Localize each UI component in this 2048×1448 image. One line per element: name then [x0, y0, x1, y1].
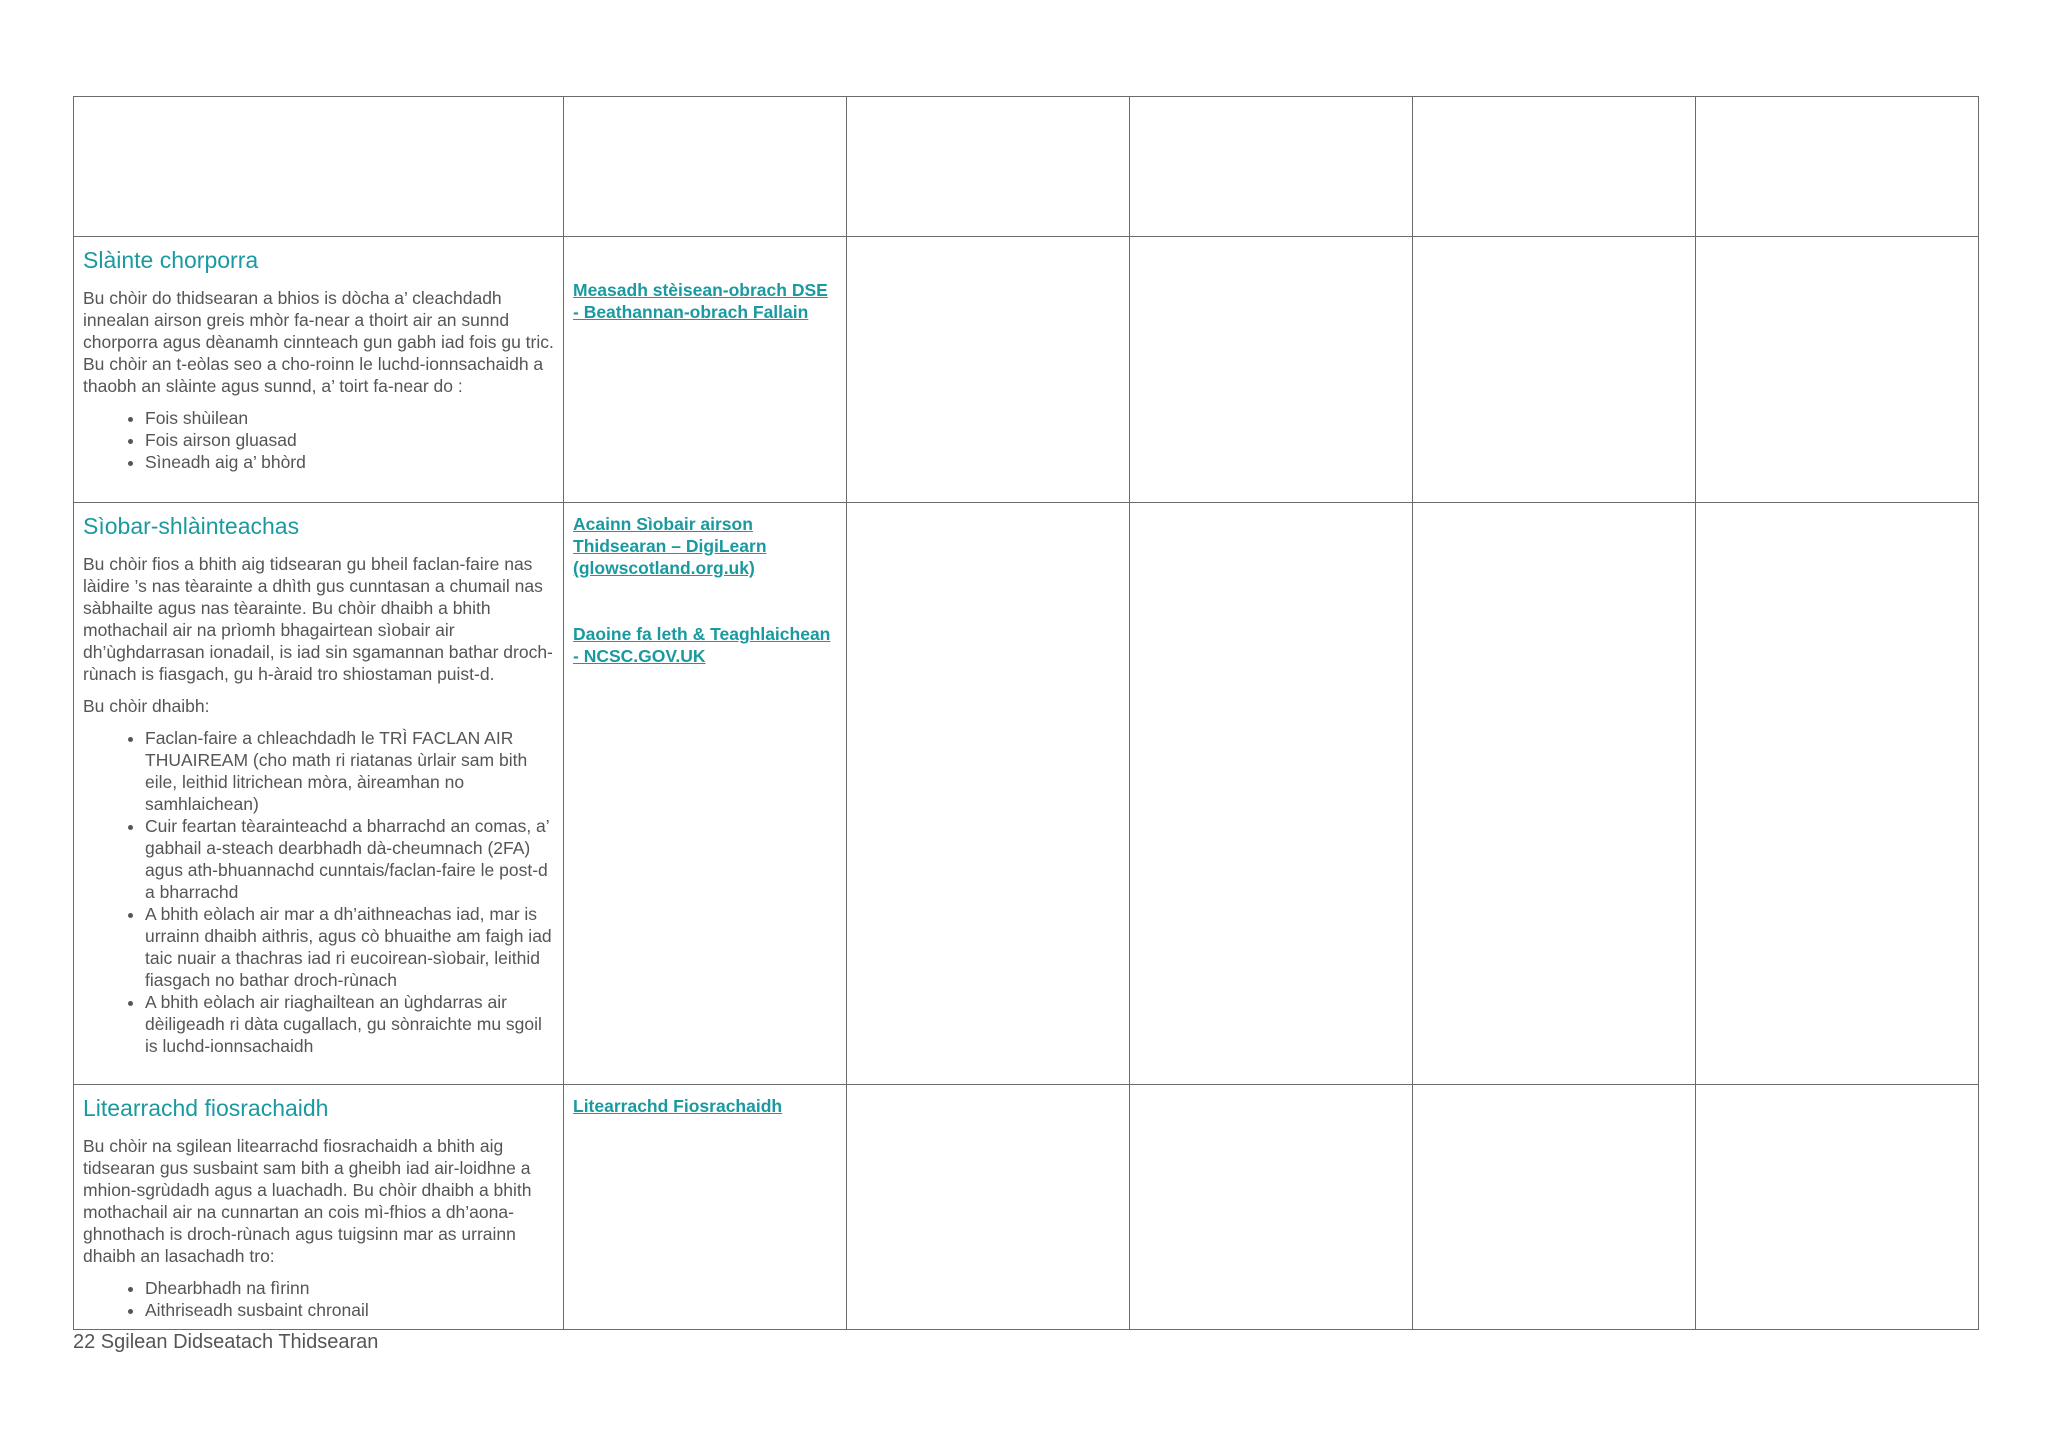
empty-cell	[74, 97, 564, 237]
list-item: • Fois airson gluasad	[145, 429, 554, 451]
section-paragraph: Bu chòir dhaibh:	[83, 696, 210, 717]
skills-table	[73, 96, 1979, 1330]
list-item: • Cuir feartan tèarainteachd a bharrachd an comas, a’ gabhail a-steach dearbhadh dà-cheumnach (2FA) agus ath-bhuannachd cunntais/faclan-faire le post-d a bharrachd	[145, 815, 554, 903]
page-footer: 22 Sgilean Didseatach Thidsearan	[73, 1331, 379, 1353]
link-cyber-toolkit[interactable]: Acainn Sìobair airson Thidsearan – DigiLearn (glowscotland.org.uk)	[573, 514, 767, 578]
list-item: • A bhith eòlach air riaghailtean an ùghdarras air dèiligeadh ri dàta cugallach, gu sònraichte mu sgoil is luchd-ionnsachaidh	[145, 991, 554, 1057]
empty-cell	[1696, 503, 1979, 1085]
empty-cell	[847, 237, 1130, 503]
empty-cell	[847, 503, 1130, 1085]
section-paragraph: Bu chòir na sgilean litearrachd fiosrachaidh a bhith aig tidsearan gus susbaint sam bith a gheibh iad air-loidhne a mhion-sgrùdadh agus a luachadh. Bu chòir dhaibh a bhith mothachail air na cunnartan an cois mì-fhios a dh’aona-ghnothach is droch-rùnach agus tuigsinn mar as urrainn dhaibh an lasachadh tro:	[83, 1136, 532, 1267]
list-item: • Fois shùilean	[145, 407, 554, 429]
section-cell	[74, 237, 564, 503]
empty-cell	[847, 97, 1130, 237]
list-item: • Sìneadh aig a’ bhòrd	[145, 451, 554, 473]
section-paragraph: Bu chòir fios a bhith aig tidsearan gu bheil faclan-faire nas làidire ’s nas tèarainte a dhìth gus cunntasan a chumail nas sàbhailte agus nas tèarainte. Bu chòir dhaibh a bhith mothachail air na prìomh bhagairtean sìobair air dh’ùghdarrasan ionadail, is iad sin sgamannan bathar droch-rùnach is fiasgach, gu h-àraid tro shiostaman puist-d.	[83, 554, 553, 685]
section-cell	[74, 1085, 564, 1330]
section-heading: Sìobar-shlàinteachas	[83, 513, 300, 539]
link-ncsc[interactable]: Daoine fa leth & Teaghlaichean - NCSC.GOV.UK	[573, 624, 831, 666]
table-row	[74, 97, 1979, 237]
list-item: • Aithriseadh susbaint chronail	[145, 1299, 554, 1321]
empty-cell	[1413, 1085, 1696, 1330]
links-cell	[564, 1085, 847, 1330]
empty-cell	[1130, 237, 1413, 503]
empty-cell	[1130, 1085, 1413, 1330]
empty-cell	[1696, 97, 1979, 237]
section-heading: Litearrachd fiosrachaidh	[83, 1095, 329, 1121]
list-item: • Dhearbhadh na fìrinn	[145, 1277, 554, 1299]
links-cell	[564, 503, 847, 1085]
link-dse-assessment[interactable]: Measadh stèisean-obrach DSE - Beathannan-obrach Fallain	[573, 280, 828, 322]
list-item: • Faclan-faire a chleachdadh le TRÌ FACLAN AIR THUAIREAM (cho math ri riatanas ùrlair sam bith eile, leithid litrichean mòra, àireamhan no samhlaichean)	[145, 727, 554, 815]
bullet-list	[83, 407, 554, 473]
empty-cell	[564, 97, 847, 237]
list-item: • A bhith eòlach air mar a dh’aithneachas iad, mar is urrainn dhaibh aithris, agus cò bhuaithe am faigh iad taic nuair a thachras iad ri eucoirean-sìobair, leithid fiasgach no bathar droch-rùnach	[145, 903, 554, 991]
section-paragraph: Bu chòir do thidsearan a bhios is dòcha a’ cleachdadh innealan airson greis mhòr fa-near a thoirt air an sunnd chorporra agus dèanamh cinnteach gun gabh iad fois gu tric. Bu chòir an t-eòlas seo a cho-roinn le luchd-ionnsachaidh a thaobh an slàinte agus sunnd, a’ toirt fa-near do :	[83, 288, 554, 397]
link-information-literacy[interactable]: Litearrachd Fiosrachaidh	[573, 1096, 783, 1116]
empty-cell	[1696, 237, 1979, 503]
empty-cell	[847, 1085, 1130, 1330]
empty-cell	[1413, 97, 1696, 237]
bullet-list	[83, 727, 554, 1057]
table-row	[74, 1085, 1979, 1330]
empty-cell	[1130, 503, 1413, 1085]
section-cell	[74, 503, 564, 1085]
section-heading: Slàinte chorporra	[83, 247, 259, 273]
table-row	[74, 237, 1979, 503]
empty-cell	[1413, 503, 1696, 1085]
bullet-list	[83, 1277, 554, 1321]
empty-cell	[1413, 237, 1696, 503]
empty-cell	[1696, 1085, 1979, 1330]
links-cell	[564, 237, 847, 503]
table-row	[74, 503, 1979, 1085]
empty-cell	[1130, 97, 1413, 237]
